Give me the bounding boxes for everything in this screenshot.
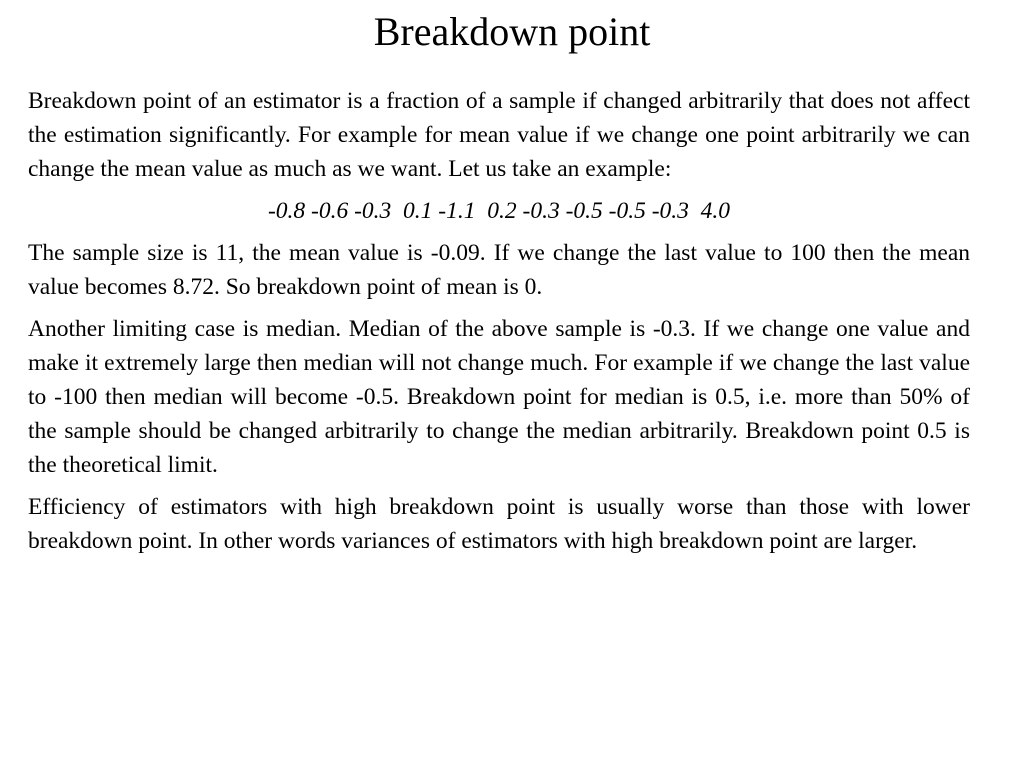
median-paragraph: Another limiting case is median. Median of the above sample is -0.3. If we change one value and make it extremely large then median will not change much. For example if we change the last value to -100 then median will become -0.5. Breakdown point for median is 0.5, i.e. more than 50% of the sample should be changed arbitrarily to change the median arbitrarily. Breakdown point 0.5 is the theoretical limit. — [28, 316, 970, 478]
sample-values: -0.8 -0.6 -0.3 0.1 -1.1 0.2 -0.3 -0.5 -0.5 -0.3 4.0 — [267, 198, 731, 224]
slide-body — [28, 84, 970, 566]
slide-title: Breakdown point — [373, 9, 651, 54]
mean-paragraph: The sample size is 11, the mean value is -0.09. If we change the last value to 100 then the mean value becomes 8.72. So breakdown point of mean is 0. — [28, 240, 970, 300]
efficiency-paragraph: Efficiency of estimators with high breakdown point is usually worse than those with lower breakdown point. In other words variances of estimators with high breakdown point are larger. — [28, 494, 970, 554]
intro-paragraph: Breakdown point of an estimator is a fraction of a sample if changed arbitrarily that does not affect the estimation significantly. For example for mean value if we change one point arbitrarily we can change the mean value as much as we want. Let us take an example: — [28, 88, 970, 182]
